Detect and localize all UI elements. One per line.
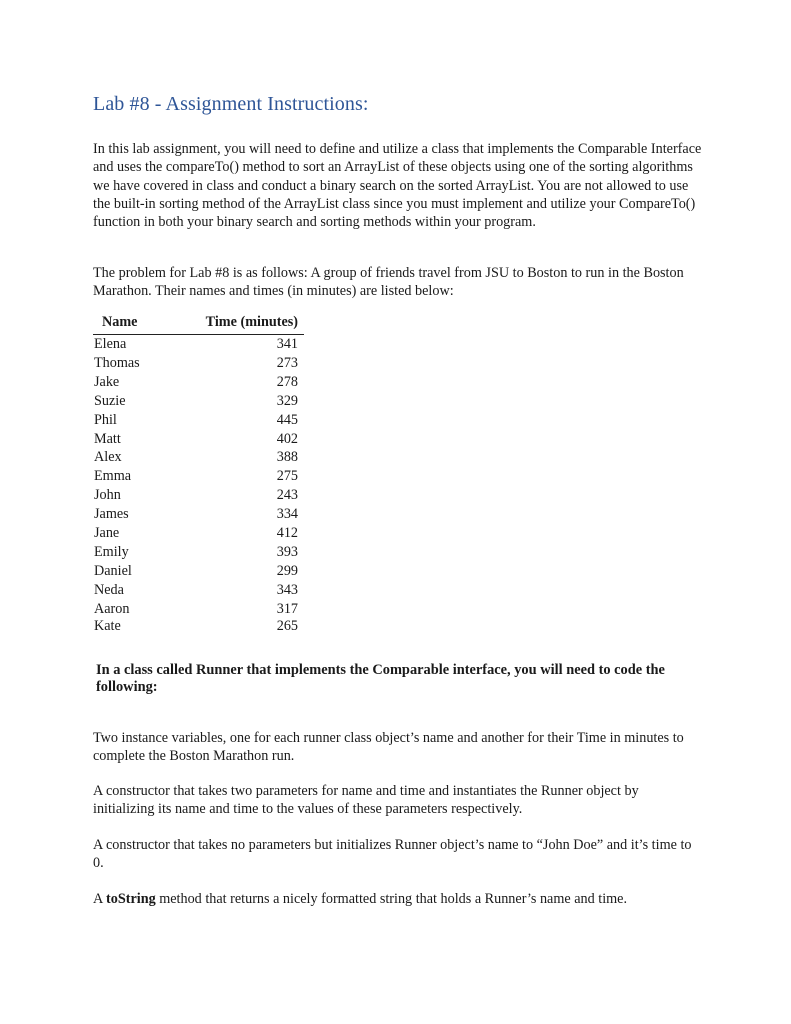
constructor-no-params-paragraph: A constructor that takes no parameters but initializes Runner object’s name to “John Doe” and it’s time to 0. xyxy=(93,837,692,872)
runner-name-cell: Suzie xyxy=(94,392,126,409)
runner-name-cell: John xyxy=(94,487,121,504)
runner-name-cell: Emily xyxy=(94,543,129,560)
runner-name-cell: Jake xyxy=(94,373,120,390)
runner-time-cell: 243 xyxy=(276,487,298,504)
runner-name-cell: Jane xyxy=(94,525,120,542)
table-row xyxy=(93,524,304,543)
runner-time-cell: 445 xyxy=(276,411,298,428)
constructor-two-params-paragraph: A constructor that takes two parameters for name and time and instantiates the Runner object by initializing its name and time to the values of these parameters respectively. xyxy=(93,783,639,818)
runner-time-cell: 388 xyxy=(276,449,298,466)
table-row xyxy=(93,467,304,486)
time-column-header: Time (minutes) xyxy=(188,314,304,335)
table-row xyxy=(93,562,304,581)
tostring-prefix: A xyxy=(93,891,107,907)
table-row xyxy=(93,354,304,373)
instance-variables-paragraph: Two instance variables, one for each runner class object’s name and another for their Time in minutes to complete the Boston Marathon run. xyxy=(93,730,684,765)
table-row xyxy=(93,373,304,392)
runner-name-cell: Emma xyxy=(94,468,132,485)
table-row xyxy=(93,430,304,449)
runner-time-cell: 393 xyxy=(276,543,298,560)
runner-time-cell: 343 xyxy=(276,581,298,598)
runner-time-cell: 265 xyxy=(276,617,298,634)
runner-time-cell: 412 xyxy=(276,525,298,542)
table-row xyxy=(93,600,304,619)
table-row xyxy=(93,335,304,354)
table-row xyxy=(93,392,304,411)
page-title: Lab #8 - Assignment Instructions: xyxy=(93,93,369,115)
table-row xyxy=(93,411,304,430)
runner-time-cell: 334 xyxy=(276,506,298,523)
runner-name-cell: Matt xyxy=(94,430,121,447)
intro-paragraph: In this lab assignment, you will need to define and utilize a class that implements the Comparable Interface and uses the compareTo() method to sort an ArrayList of these objects using one of the sorting algorithms we have covered in class and conduct a binary search on the sorted ArrayList. You are not allowed to use the built-in sorting method of the ArrayList class since you must implement and utilize your CompareTo() function in both your binary search and sorting methods within your program. xyxy=(93,141,702,231)
runner-times-table xyxy=(93,314,304,634)
table-row xyxy=(93,448,304,467)
runner-name-cell: Elena xyxy=(94,336,127,352)
runner-time-cell: 299 xyxy=(276,562,298,579)
runner-class-heading: In a class called Runner that implements the Comparable interface, you will need to code the following: xyxy=(96,662,665,695)
runner-rows xyxy=(93,335,304,634)
tostring-paragraph xyxy=(93,890,703,908)
runner-name-cell: Phil xyxy=(94,411,117,428)
tostring-keyword: toString xyxy=(106,891,156,907)
table-row xyxy=(93,581,304,600)
table-row xyxy=(93,619,304,634)
runner-time-cell: 341 xyxy=(276,336,298,352)
table-row xyxy=(93,486,304,505)
runner-name-cell: Daniel xyxy=(94,562,132,579)
runner-time-cell: 273 xyxy=(276,354,298,371)
table-row xyxy=(93,505,304,524)
runner-time-cell: 275 xyxy=(276,468,298,485)
runner-name-cell: Kate xyxy=(94,617,121,634)
problem-paragraph: The problem for Lab #8 is as follows: A group of friends travel from JSU to Boston to run in the Boston Marathon. Their names and times (in minutes) are listed below: xyxy=(93,265,684,300)
runner-time-cell: 278 xyxy=(276,373,298,390)
runner-time-cell: 402 xyxy=(276,430,298,447)
runner-name-cell: Neda xyxy=(94,581,124,598)
name-column-header: Name xyxy=(93,314,188,335)
table-header-row xyxy=(93,314,304,335)
runner-time-cell: 329 xyxy=(276,392,298,409)
tostring-suffix: method that returns a nicely formatted string that holds a Runner’s name and time. xyxy=(155,891,628,907)
runner-time-cell: 317 xyxy=(276,600,298,617)
runner-name-cell: Aaron xyxy=(94,600,130,617)
runner-name-cell: Alex xyxy=(94,449,122,466)
table-row xyxy=(93,543,304,562)
runner-name-cell: James xyxy=(94,506,129,523)
runner-name-cell: Thomas xyxy=(94,354,140,371)
